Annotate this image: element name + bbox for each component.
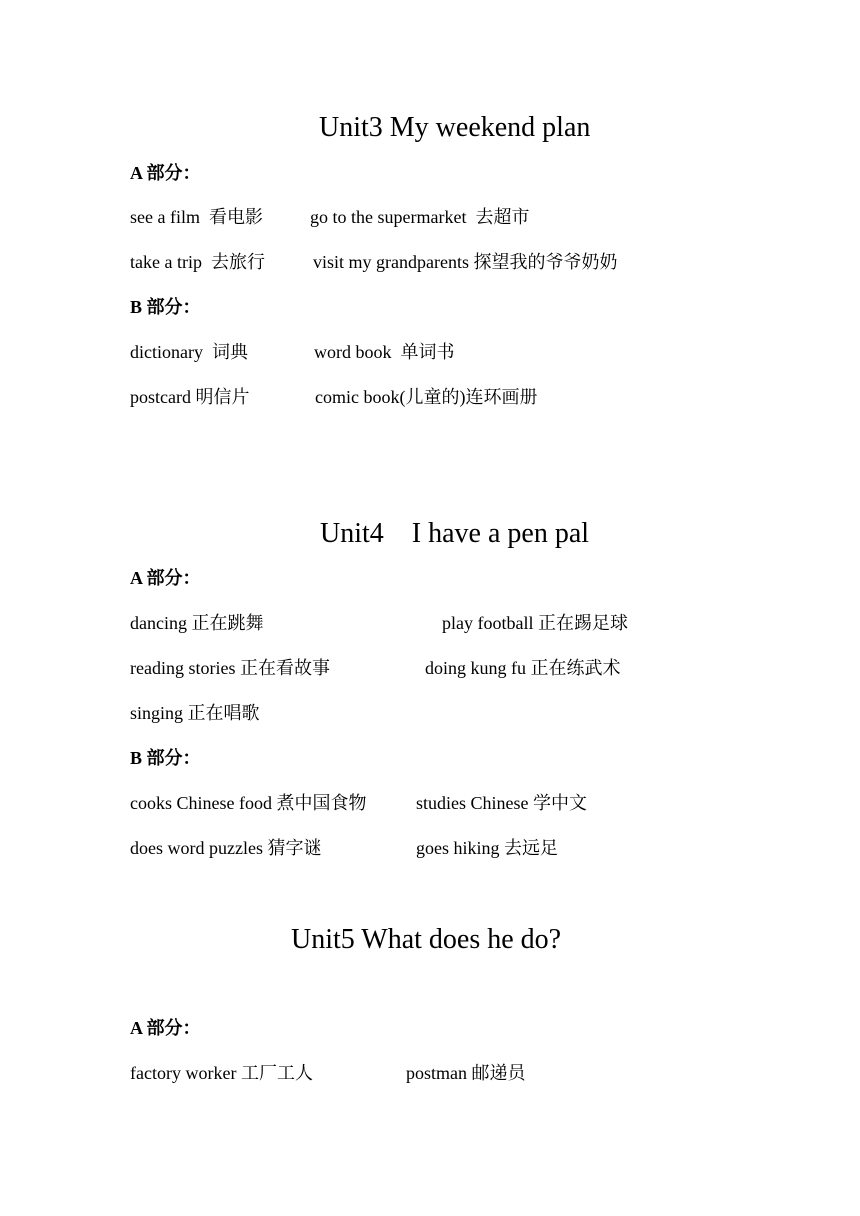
unit5-a-row1-left: factory worker 工厂工人 bbox=[130, 1063, 313, 1083]
unit5-a-row1-right: postman 邮递员 bbox=[406, 1063, 526, 1083]
unit4-section-b-label: B 部分： bbox=[130, 748, 201, 768]
unit3-title: Unit3 My weekend plan bbox=[319, 112, 591, 143]
unit3-b-row1-right: word book 单词书 bbox=[314, 342, 455, 362]
unit3-section-a-label: A 部分： bbox=[130, 163, 201, 183]
unit3-a-row1-right: go to the supermarket 去超市 bbox=[310, 207, 530, 227]
unit4-b-row2-left: does word puzzles 猜字谜 bbox=[130, 838, 322, 858]
unit3-b-row2-right: comic book(儿童的)连环画册 bbox=[315, 387, 538, 407]
unit3-b-row1-left: dictionary 词典 bbox=[130, 342, 248, 362]
unit4-a-row2-right: doing kung fu 正在练武术 bbox=[425, 658, 621, 678]
unit3-a-row1-left: see a film 看电影 bbox=[130, 207, 263, 227]
unit3-section-b-label: B 部分： bbox=[130, 297, 201, 317]
unit4-a-row1-right: play football 正在踢足球 bbox=[442, 613, 628, 633]
unit3-b-row2-left: postcard 明信片 bbox=[130, 387, 250, 407]
unit4-a-row3-left: singing 正在唱歌 bbox=[130, 703, 260, 723]
unit4-title: Unit4 I have a pen pal bbox=[320, 518, 590, 549]
unit4-b-row1-right: studies Chinese 学中文 bbox=[416, 793, 587, 813]
unit4-section-a-label: A 部分： bbox=[130, 568, 201, 588]
unit4-a-row1-left: dancing 正在跳舞 bbox=[130, 613, 264, 633]
unit4-b-row2-right: goes hiking 去远足 bbox=[416, 838, 558, 858]
unit4-b-row1-left: cooks Chinese food 煮中国食物 bbox=[130, 793, 367, 813]
unit3-a-row2-right: visit my grandparents 探望我的爷爷奶奶 bbox=[313, 252, 618, 272]
unit5-section-a-label: A 部分： bbox=[130, 1018, 201, 1038]
unit3-a-row2-left: take a trip 去旅行 bbox=[130, 252, 265, 272]
unit5-title: Unit5 What does he do? bbox=[291, 924, 562, 955]
unit4-a-row2-left: reading stories 正在看故事 bbox=[130, 658, 330, 678]
